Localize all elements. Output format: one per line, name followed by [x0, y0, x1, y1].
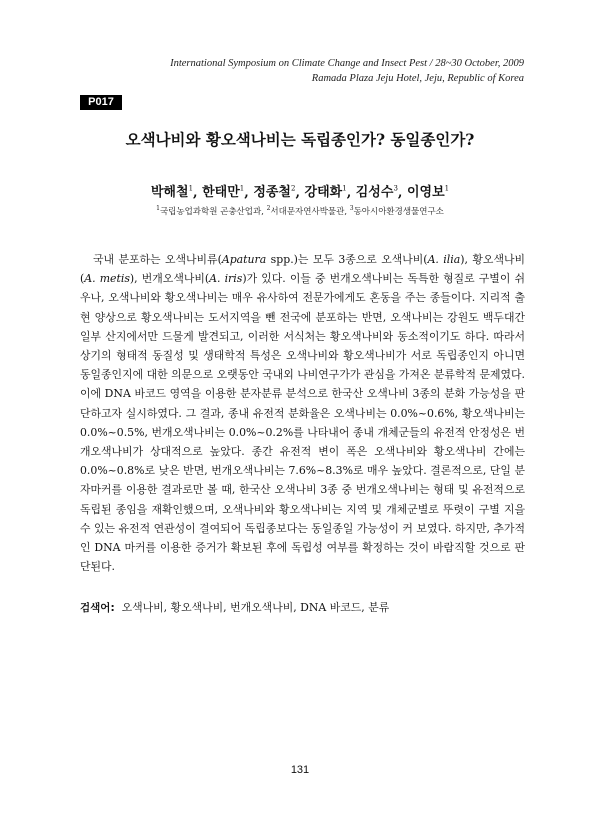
author: 강태화$^1$: [304, 185, 347, 201]
author: 김성수$^3$: [355, 185, 398, 201]
keywords-text: 오색나비, 황오색나비, 번개오색나비, DNA 바코드, 분류: [121, 601, 390, 614]
affiliation-list: $^1$국립농업과학원 곤충산업과, $^2$서대문자연사박물관, $^3$동아시아환경생물연구소: [156, 205, 444, 217]
conference-header-line1: International Symposium on Climate Change and Insect Pest / 28~30 October, 2009: [170, 58, 524, 69]
keywords-label: 검색어:: [80, 602, 115, 614]
author: 이영보$^1$: [406, 185, 450, 201]
affiliation: $^2$서대문자연사박물관: [266, 205, 345, 217]
affiliation: $^1$국립농업과학원 곤충산업과: [156, 205, 262, 217]
conference-header-line2: Ramada Plaza Jeju Hotel, Jeju, Republic of Korea: [311, 73, 524, 84]
affiliation: $^3$동아시아환경생물연구소: [349, 205, 444, 217]
page-number: 131: [290, 764, 310, 776]
author: 정종철$^2$: [253, 185, 296, 201]
keywords-line: [80, 599, 525, 617]
author-list: 박해철$^1$, 한태만$^1$, 정종철$^2$, 강태화$^1$, 김성수$^3$, 이영보$^1$: [150, 185, 450, 201]
poster-id-badge: P017: [80, 95, 122, 110]
author: 한태만$^1$: [202, 185, 245, 201]
abstract-body: 국내 분포하는 오색나비류(Apatura spp.)는 모두 3종으로 오색나비(A. ilia), 황오색나비(A. metis), 번개오색나비(A. iris)가 있다. 이들 중 번개오색나비는 독특한 형질로 구별이 쉬우나, 오색나비와 황오색나비는 매우 유사하여 전문가에게도 혼동을 주는 종들이다. 지리적 출현 양상으로 황오색나비는 도서지역을 뺀 전국에 분포하는 반면, 오색나비는 강원도 백두대간 일부 산지에서만 드물게 발견되고, 이러한 서식처는 황오색나비와 동소적이기도 하다. 따라서 상기의 형태적 동질성 및 생태학적 특성은 오색나비와 황오색나비가 서로 독립종인지 아니면 동일종인지에 대한 의문으로 오랫동안 국내외 나비연구가가 관심을 가져온 분류학적 문제였다. 이에 DNA 바코드 영역을 이용한 분자분류 분석으로 한국산 오색나비 3종의 분화 가능성을 판단하고자 실시하였다. 그 결과, 종내 유전적 분화율은 오색나비는 0.0%~0.6%, 황오색나비는 0.0%~0.5%, 번개오색나비는 0.0%~0.2%를 나타내어 종내 개체군들의 유전적 안정성은 번개오색나비가 상대적으로 높았다. 종간 유전적 변이 폭은 오색나비와 황오색나비 간에는 0.0%~0.8%로 낮은 반면, 번개오색나비는 7.6%~8.3%로 매우 높았다. 결론적으로, 단일 분자마커를 이용한 결과로만 볼 때, 한국산 오색나비 3종 중 번개오색나비는 형태 및 유전적으로 독립된 종임을 재확인했으며, 오색나비와 황오색나비는 지역 및 개체군별로 뚜렷이 구별 지을 수 있는 유전적 연관성이 결여되어 독립종보다는 동일종일 가능성이 커 보였다. 하지만, 추가적인 DNA 마커를 이용한 증거가 확보된 후에 독립성 여부를 확정하는 것이 바람직할 것으로 판단된다.: [80, 253, 525, 574]
conference-header: [170, 56, 524, 86]
author: 박해철$^1$: [150, 185, 194, 201]
paper-title: 오색나비와 황오색나비는 독립종인가? 동일종인가?: [125, 130, 475, 149]
